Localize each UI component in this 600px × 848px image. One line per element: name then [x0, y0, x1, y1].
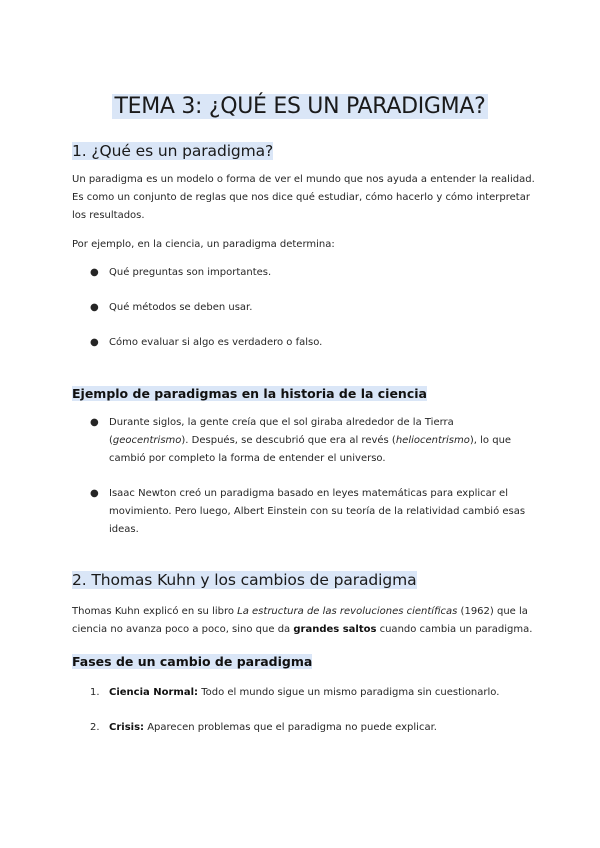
phase-2-number: 2.	[90, 722, 100, 733]
geocentrismo-term: geocentrismo	[112, 435, 182, 446]
section-2-heading: 2. Thomas Kuhn y los cambios de paradigma	[72, 571, 417, 589]
bullet-icon: ●	[90, 267, 99, 278]
page-title	[0, 92, 600, 122]
section-1-intro-line-3: los resultados.	[72, 210, 145, 221]
bullet-item-2: Qué métodos se deben usar.	[109, 302, 253, 313]
phase-1-number: 1.	[90, 687, 100, 698]
examples-heading: Ejemplo de paradigmas en la historia de la ciencia	[72, 386, 427, 401]
example-intro-text: Por ejemplo, en la ciencia, un paradigma determina:	[72, 239, 335, 250]
section-1-intro-line-2: Es como un conjunto de reglas que nos dice qué estudiar, cómo hacerlo y cómo interpretar	[72, 192, 530, 203]
heliocentrismo-term: heliocentrismo	[395, 435, 470, 446]
bullet-item-1: Qué preguntas son importantes.	[109, 267, 272, 278]
bullet-icon: ●	[90, 302, 99, 313]
page-title-text: TEMA 3: ¿QUÉ ES UN PARADIGMA?	[114, 94, 486, 119]
example-2-line-3: ideas.	[109, 524, 139, 535]
bullet-item-3: Cómo evaluar si algo es verdadero o falso.	[109, 337, 323, 348]
kuhn-paragraph-line-2: ciencia no avanza poco a poco, sino que da grandes saltos cuando cambia un paradigma.	[72, 624, 533, 635]
section-1-intro-line-1: Un paradigma es un modelo o forma de ver el mundo que nos ayuda a entender la realidad.	[72, 174, 535, 185]
example-1-line-1: Durante siglos, la gente creía que el sol giraba alrededor de la Tierra	[109, 417, 454, 428]
phases-heading: Fases de un cambio de paradigma	[72, 654, 313, 669]
bullet-icon: ●	[90, 417, 99, 428]
phase-1-item: Ciencia Normal: Todo el mundo sigue un mismo paradigma sin cuestionarlo.	[109, 687, 500, 698]
book-title: La estructura de las revoluciones científicas	[237, 606, 458, 617]
example-2-line-1: Isaac Newton creó un paradigma basado en leyes matemáticas para explicar el	[109, 488, 508, 499]
section-1-heading: 1. ¿Qué es un paradigma?	[72, 142, 274, 160]
kuhn-paragraph-line-1: Thomas Kuhn explicó en su libro La estructura de las revoluciones científicas (1962) que la	[72, 606, 528, 617]
phase-2-item: Crisis: Aparecen problemas que el paradigma no puede explicar.	[109, 722, 437, 733]
example-2-line-2: movimiento. Pero luego, Albert Einstein con su teoría de la relatividad cambió esas	[109, 506, 526, 517]
example-1-line-3: cambió por completo la forma de entender el universo.	[109, 453, 386, 464]
bullet-icon: ●	[90, 488, 99, 499]
example-1-line-2: (geocentrismo). Después, se descubrió que era al revés (heliocentrismo), lo que	[109, 435, 512, 446]
bullet-icon: ●	[90, 337, 99, 348]
grandes-saltos-emphasis: grandes saltos	[293, 624, 377, 635]
